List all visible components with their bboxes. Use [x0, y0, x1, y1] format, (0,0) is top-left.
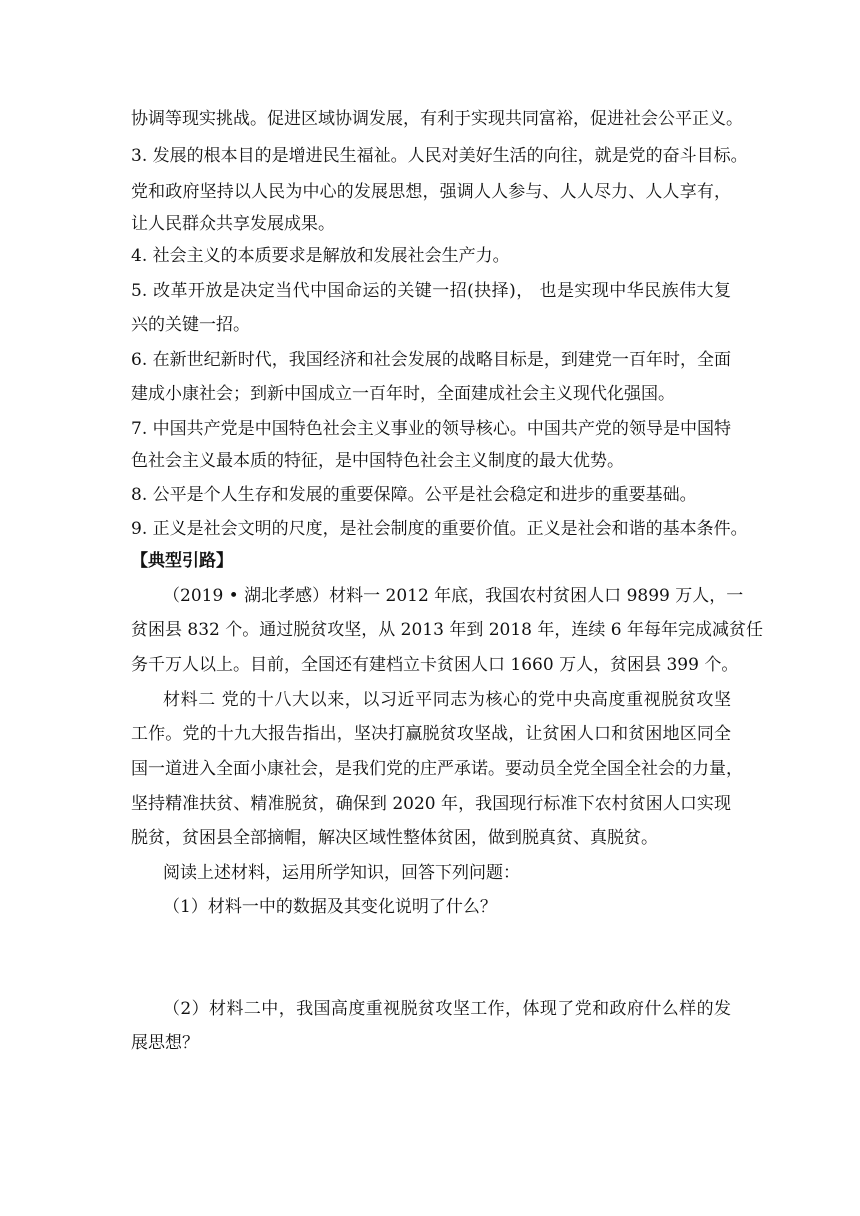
text-line: 协调等现实挑战。促进区域协调发展，有利于实现共同富裕，促进社会公平正义。: [131, 109, 743, 129]
text-line: 兴的关键一招。: [131, 315, 250, 335]
text-line: 9. 正义是社会文明的尺度，是社会制度的重要价值。正义是社会和谐的基本条件。: [131, 519, 748, 539]
text-line: 3. 发展的根本目的是增进民生福祉。人民对美好生活的向往，就是党的奋斗目标。: [131, 146, 748, 166]
text-line: 坚持精准扶贫、精准脱贫，确保到 2020 年，我国现行标准下农村贫困人口实现: [131, 794, 731, 814]
text-line: （2019 • 湖北孝感）材料一 2012 年底，我国农村贫困人口 9899 万人，一: [163, 586, 744, 606]
question-1: （1）材料一中的数据及其变化说明了什么？: [163, 897, 497, 917]
text-line: 6. 在新世纪新时代，我国经济和社会发展的战略目标是，到建党一百年时，全面: [131, 350, 731, 370]
text-line: 5. 改革开放是决定当代中国命运的关键一招(抉择)， 也是实现中华民族伟大复: [131, 281, 731, 301]
text-line: 材料二 党的十八大以来，以习近平同志为核心的党中央高度重视脱贫攻坚: [163, 690, 731, 710]
text-line: 色社会主义最本质的特征，是中国特色社会主义制度的最大优势。: [131, 451, 624, 471]
text-line: 展思想？: [131, 1033, 199, 1053]
text-line: 党和政府坚持以人民为中心的发展思想，强调人人参与、人人尽力、人人享有，: [131, 182, 731, 202]
text-line: 8. 公平是个人生存和发展的重要保障。公平是社会稳定和进步的重要基础。: [131, 485, 697, 505]
text-line: 阅读上述材料，运用所学知识，回答下列问题：: [163, 863, 520, 883]
text-line: 工作。党的十九大报告指出，坚决打赢脱贫攻坚战，让贫困人口和贫困地区同全: [131, 724, 731, 744]
text-line: 建成小康社会；到新中国成立一百年时，全面建成社会主义现代化强国。: [131, 384, 675, 404]
text-line: 让人民群众共享发展成果。: [131, 214, 335, 234]
text-line: 4. 社会主义的本质要求是解放和发展社会生产力。: [131, 246, 510, 266]
text-line: 贫困县 832 个。通过脱贫攻坚，从 2013 年到 2018 年，连续 6 年每年完成减贫任: [131, 620, 764, 640]
text-line: 7. 中国共产党是中国特色社会主义事业的领导核心。中国共产党的领导是中国特: [131, 419, 731, 439]
text-line: 国一道进入全面小康社会，是我们党的庄严承诺。要动员全党全国全社会的力量，: [131, 759, 743, 779]
text-line: 脱贫，贫困县全部摘帽，解决区域性整体贫困，做到脱真贫、真脱贫。: [131, 828, 658, 848]
question-2: （2）材料二中，我国高度重视脱贫攻坚工作，体现了党和政府什么样的发: [163, 999, 731, 1019]
text-line: 务千万人以上。目前，全国还有建档立卡贫困人口 1660 万人，贫困县 399 个。: [131, 655, 739, 675]
section-heading: 【典型引路】: [131, 551, 233, 571]
